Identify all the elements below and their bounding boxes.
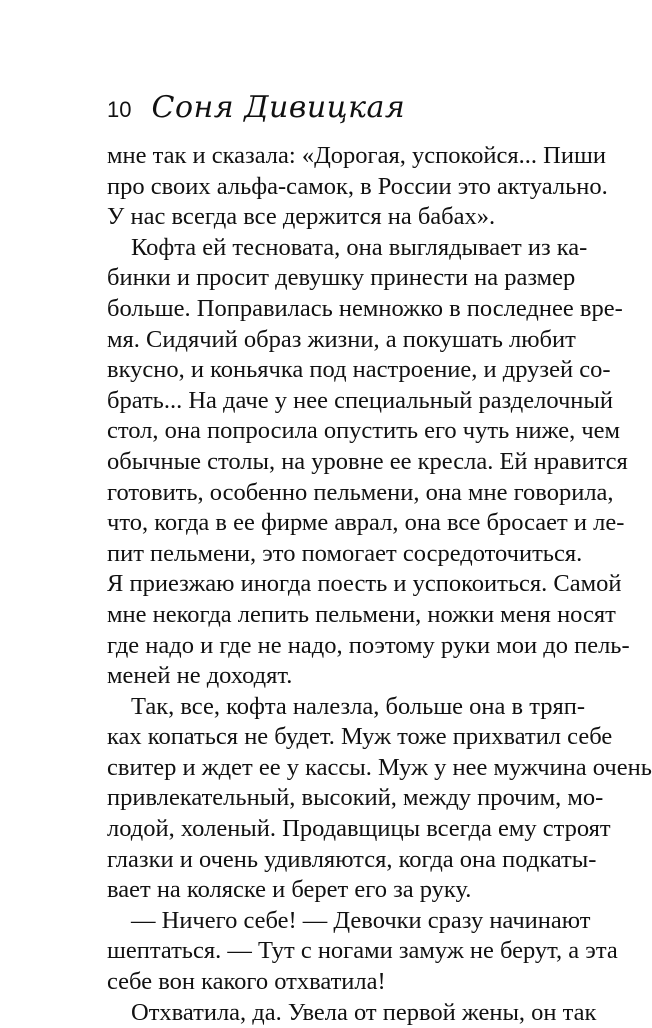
- text-line: обычные столы, на уровне ее кресла. Ей нравится: [107, 447, 628, 475]
- text-line: меней не доходят.: [107, 662, 293, 690]
- text-line: готовить, особенно пельмени, она мне говорила,: [107, 478, 614, 506]
- text-line: себе вон какого отхватила!: [107, 968, 386, 996]
- text-line: Кофта ей тесновата, она выглядывает из ка-: [131, 233, 588, 261]
- text-line: шептаться. — Тут с ногами замуж не берут, а эта: [107, 937, 618, 965]
- text-line: Я приезжаю иногда поесть и успокоиться. Самой: [107, 570, 622, 598]
- text-line: вкусно, и коньячка под настроение, и друзей со-: [107, 356, 611, 384]
- text-line: мя. Сидячий образ жизни, а покушать любит: [107, 325, 576, 353]
- text-line: больше. Поправилась немножко в последнее вре-: [107, 294, 623, 322]
- text-line: Отхватила, да. Увела от первой жены, он так: [131, 998, 597, 1026]
- page-header: [107, 90, 405, 130]
- page-number: 10: [107, 97, 132, 122]
- text-line: где надо и где не надо, поэтому руки мои до пель-: [107, 631, 630, 659]
- text-line: глазки и очень удивляются, когда она подкаты-: [107, 845, 597, 873]
- text-line: что, когда в ее фирме аврал, она все бросает и ле-: [107, 509, 625, 537]
- text-line: У нас всегда все держится на бабах».: [107, 203, 496, 231]
- text-line: вает на коляске и берет его за руку.: [107, 876, 472, 904]
- text-line: ках копаться не будет. Муж тоже прихватил себе: [107, 723, 613, 751]
- text-line: пит пельмени, это помогает сосредоточиться.: [107, 539, 583, 567]
- body-text: [107, 141, 652, 1028]
- text-line: свитер и ждет ее у кассы. Муж у нее мужчина очень: [107, 753, 652, 781]
- text-line: мне так и сказала: «Дорогая, успокойся... Пиши: [107, 142, 606, 169]
- text-line: брать... На даче у нее специальный разделочный: [107, 386, 613, 414]
- text-line: Так, все, кофта налезла, больше она в тряп-: [131, 692, 586, 720]
- running-head-author: Соня Дивицкая: [151, 90, 406, 125]
- text-line: про своих альфа-самок, в России это актуально.: [107, 172, 608, 200]
- text-line: — Ничего себе! — Девочки сразу начинают: [131, 906, 591, 934]
- text-line: привлекательный, высокий, между прочим, мо-: [107, 784, 604, 812]
- text-line: бинки и просит девушку принести на размер: [107, 264, 576, 292]
- text-line: лодой, холеный. Продавщицы всегда ему строят: [107, 815, 611, 843]
- text-line: стол, она попросила опустить его чуть ниже, чем: [107, 417, 621, 445]
- text-line: мне некогда лепить пельмени, ножки меня носят: [107, 600, 616, 628]
